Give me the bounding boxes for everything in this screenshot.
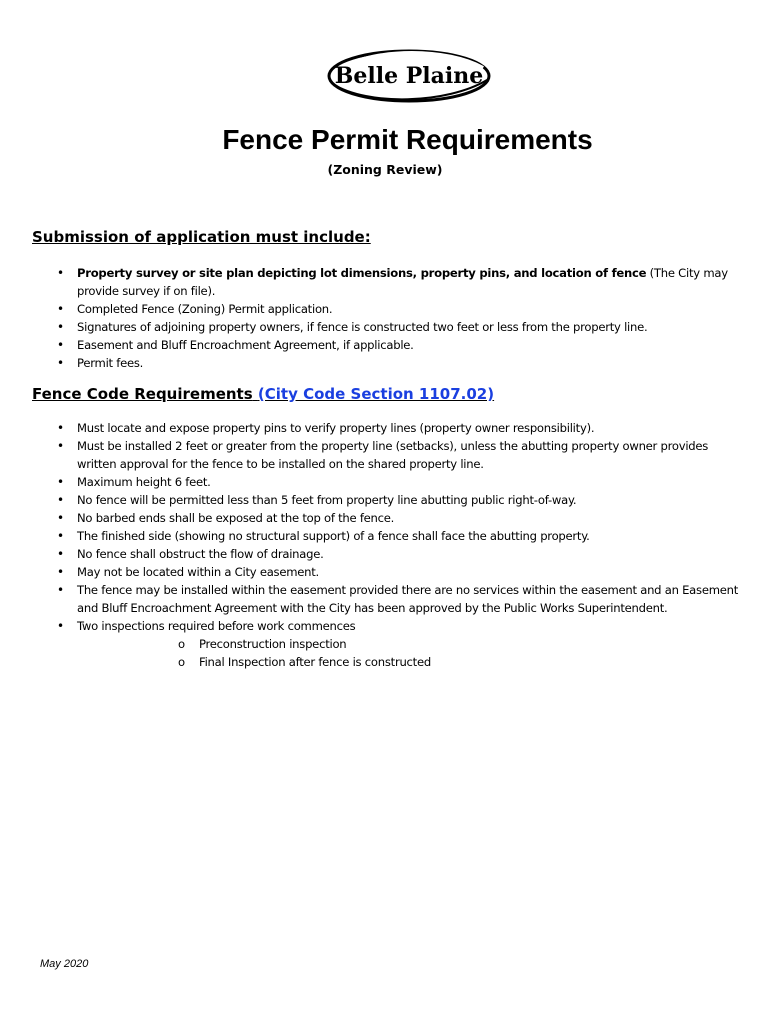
list-item-text: No fence will be permitted less than 5 feet from property line abutting public right-of-way. xyxy=(77,493,577,507)
list-item: • No fence shall obstruct the flow of drainage. xyxy=(57,547,324,561)
list-item-text: Must locate and expose property pins to verify property lines (property owner responsibility). xyxy=(77,421,595,435)
list-item-text: Permit fees. xyxy=(77,356,144,370)
list-item-text: Two inspections required before work commences xyxy=(77,619,356,633)
list-item: • Easement and Bluff Encroachment Agreement, if applicable. xyxy=(57,338,414,352)
list-item: • Must be installed 2 feet or greater from the property line (setbacks), unless the abutting property owner provides written approval for the fence to be installed on the shared property line. xyxy=(57,439,709,471)
sub-list-item-text: Final Inspection after fence is constructed xyxy=(199,655,431,669)
city-code-link[interactable]: (City Code Section 1107.02) xyxy=(257,385,495,403)
list-item: • No fence will be permitted less than 5 feet from property line abutting public right-of-way. xyxy=(57,493,577,507)
list-item-text: May not be located within a City easement. xyxy=(77,565,319,579)
list-item-text: Signatures of adjoining property owners, if fence is constructed two feet or less from the property line. xyxy=(77,320,648,334)
list-item: • Permit fees. xyxy=(57,356,144,370)
page-title: Fence Permit Requirements xyxy=(222,124,593,155)
list-item: • No barbed ends shall be exposed at the top of the fence. xyxy=(57,511,395,525)
code-heading xyxy=(32,385,494,403)
list-item: • Must locate and expose property pins to verify property lines (property owner responsibility). xyxy=(57,421,595,435)
list-item: • The finished side (showing no structural support) of a fence shall face the abutting property. xyxy=(57,529,590,543)
code-heading-text: Fence Code Requirements xyxy=(32,385,253,403)
list-item-text: Maximum height 6 feet. xyxy=(77,475,211,489)
list-item: • Maximum height 6 feet. xyxy=(57,475,211,489)
page-subtitle: (Zoning Review) xyxy=(327,162,443,177)
footer-date: May 2020 xyxy=(40,958,89,970)
list-item-text: No barbed ends shall be exposed at the top of the fence. xyxy=(77,511,395,525)
list-item-text: Easement and Bluff Encroachment Agreement, if applicable. xyxy=(77,338,414,352)
code-list xyxy=(0,419,770,671)
list-item-text: (The City may provide survey if on file). xyxy=(77,266,728,298)
inspection-sublist xyxy=(77,635,740,671)
submission-heading-text: Submission of application must include: xyxy=(32,228,371,246)
list-item: • Completed Fence (Zoning) Permit application. xyxy=(57,302,333,316)
list-item: • Property survey or site plan depicting lot dimensions, property pins, and location of fence (The City may provide survey if on file). xyxy=(57,266,728,298)
submission-list xyxy=(0,264,770,372)
logo-text: Belle Plaine xyxy=(334,63,484,89)
list-item-bold: Property survey or site plan depicting lot dimensions, property pins, and location of fence xyxy=(77,266,647,280)
belle-plaine-logo xyxy=(327,46,491,106)
list-item-text: No fence shall obstruct the flow of drainage. xyxy=(77,547,324,561)
sub-list-item-text: Preconstruction inspection xyxy=(199,637,347,651)
list-item: • The fence may be installed within the easement provided there are no services within the easement and an Easement and Bluff Encroachment Agreement with the City has been approved by the Public Works Superintendent. xyxy=(57,583,739,615)
sub-list-item: o Final Inspection after fence is constructed xyxy=(178,655,431,669)
list-item: • Two inspections required before work commences o Preconstruction inspection o Final Inspection after fence is constructed xyxy=(0,617,770,671)
list-item-text: The fence may be installed within the easement provided there are no services within the easement and an Easement and Bluff Encroachment Agreement with the City has been approved by the Public Works Superintendent. xyxy=(77,583,739,615)
list-item-text: The finished side (showing no structural support) of a fence shall face the abutting property. xyxy=(77,529,590,543)
list-item: • Signatures of adjoining property owners, if fence is constructed two feet or less from the property line. xyxy=(57,320,648,334)
list-item-text: Must be installed 2 feet or greater from the property line (setbacks), unless the abutting property owner provides written approval for the fence to be installed on the shared property line. xyxy=(77,439,709,471)
list-item: • May not be located within a City easement. xyxy=(57,565,319,579)
list-item-text: Completed Fence (Zoning) Permit application. xyxy=(77,302,333,316)
sub-list-item: o Preconstruction inspection xyxy=(178,637,347,651)
submission-heading xyxy=(32,228,371,246)
